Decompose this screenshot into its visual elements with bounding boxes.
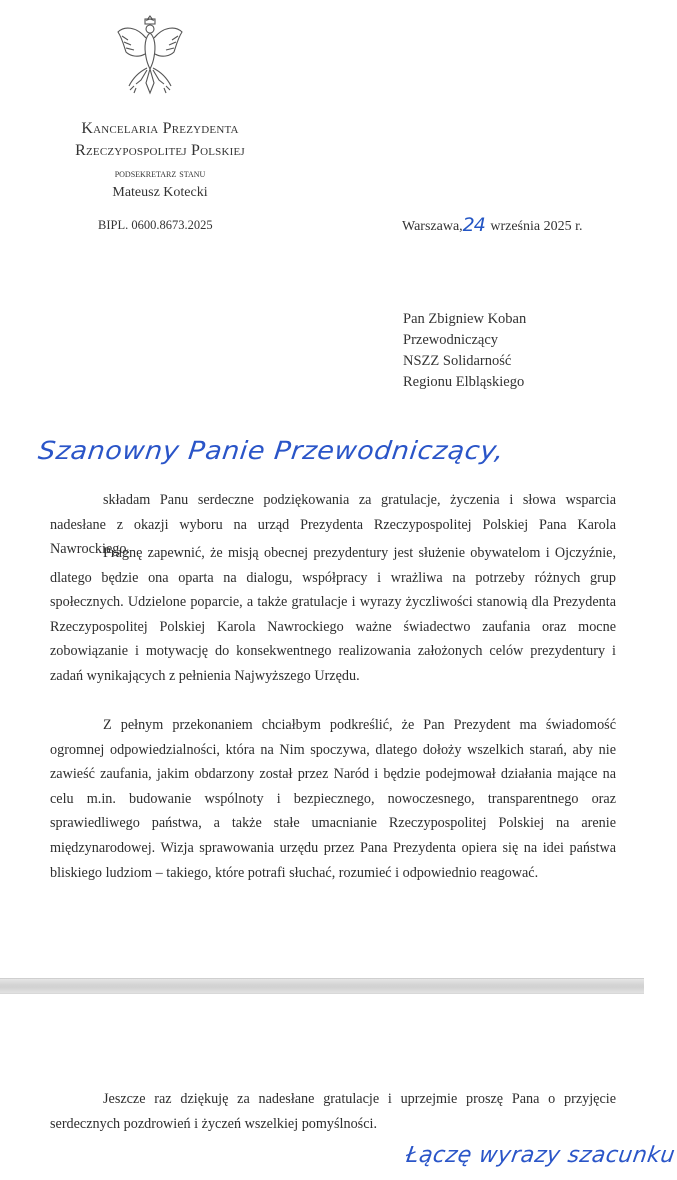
recipient-name: Pan Zbigniew Koban bbox=[403, 311, 527, 327]
date-rest: września 2025 r. bbox=[490, 219, 583, 234]
page-separator bbox=[0, 978, 644, 994]
paragraph-text: Z pełnym przekonaniem chciałbym podkreślić, że Pan Prezydent ma świadomość ogromnej odpowiedzialności, która na Nim spoczywa, dlatego dołoży wszelkich starań, aby nie zawieść zaufania, jakim obdarzony został przez Naród i będzie podejmował działania mające na celu m.in. budowanie wspólnoty i bezpiecznego, nowoczesnego, transparentnego oraz sprawiedliwego państwa, a także stałe umacnianie Rzeczypospolitej Polskiej na arenie międzynarodowej. Wizja sprawowania urzędu przez Pana Prezydenta opiera się na idei państwa bliskiego ludziom – takiego, które potrafi słuchać, rozumieć i odpowiednio reagować. bbox=[50, 717, 616, 881]
reference-number: BIPL. 0600.8673.2025 bbox=[98, 218, 213, 232]
date-place: Warszawa, bbox=[402, 219, 463, 234]
paragraph-text: składam Panu serdeczne podziękowania za gratulacje, życzenia i słowa wsparcia nadesłane z okazji wyboru na urząd Prezydenta Rzeczypospolitej Polskiej Pana Karola Nawrockiego. bbox=[50, 492, 616, 558]
paragraph-2 bbox=[50, 541, 616, 689]
handwritten-salutation: Szanowny Panie Przewodniczący, bbox=[36, 436, 506, 465]
recipient-address bbox=[403, 309, 526, 393]
paragraph-text: Jeszcze raz dziękuję za nadesłane gratulacje i uprzejmie proszę Pana o przyjęcie serdecznych pozdrowień i życzeń wszelkiej pomyślności. bbox=[50, 1091, 616, 1132]
letter-date bbox=[402, 213, 583, 235]
paragraph-4 bbox=[50, 1087, 616, 1136]
date-day-handwritten: 24 bbox=[462, 214, 485, 236]
recipient-title: Przewodniczący bbox=[403, 332, 499, 348]
recipient-organization: NSZZ Solidarność bbox=[403, 353, 512, 369]
letterhead-signatory: Mateusz Kotecki bbox=[112, 185, 208, 200]
recipient-region: Regionu Elbląskiego bbox=[403, 374, 525, 390]
letterhead-country: Rzeczypospolitej Polskiej bbox=[75, 142, 245, 159]
eagle-emblem-icon bbox=[114, 12, 186, 102]
paragraph-3 bbox=[50, 713, 616, 885]
letterhead bbox=[40, 118, 280, 203]
letterhead-position: podsekretarz stanu bbox=[114, 166, 206, 180]
handwritten-closing: Łączę wyrazy szacunku bbox=[404, 1143, 677, 1168]
paragraph-text: Pragnę zapewnić, że misją obecnej prezydentury jest służenie obywatelom i Ojczyźnie, dlatego będzie ona oparta na dialogu, współpracy i wrażliwa na potrzeby różnych grup społecznych. Udzielone poparcie, a także gratulacje i wyrazy życzliwości stanowią dla Prezydenta Rzeczypospolitej Polskiej Karola Nawrockiego ważne świadectwo zaufania oraz mocne zobowiązanie i motywację do konsekwentnego realizowania założonych celów prezydentury i zadań wynikających z pełnienia Najwyższego Urzędu. bbox=[50, 545, 616, 684]
letterhead-office: Kancelaria Prezydenta bbox=[81, 120, 239, 137]
